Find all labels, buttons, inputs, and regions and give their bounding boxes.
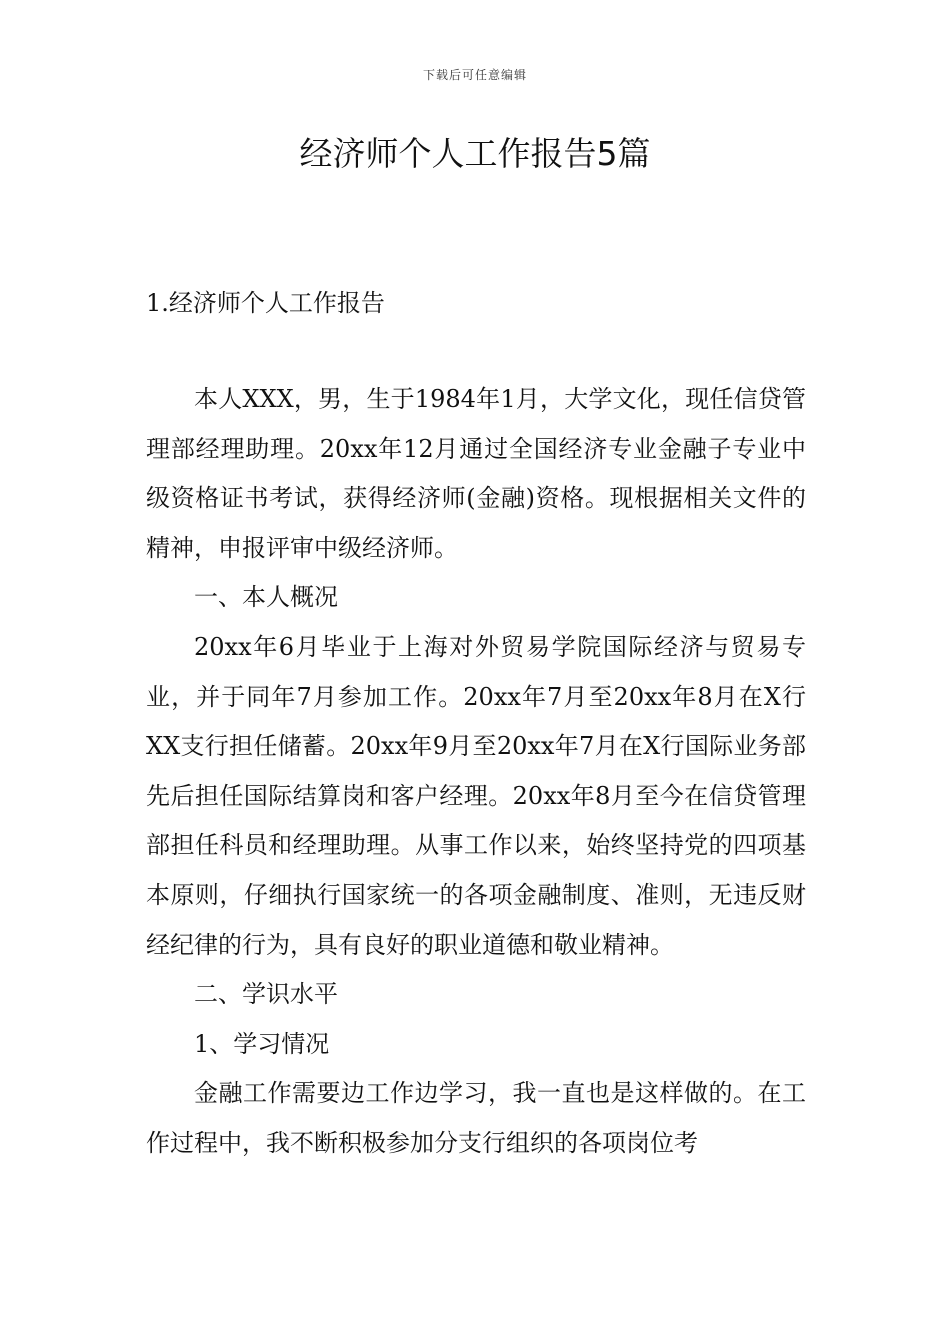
paragraph-overview: 20xx年6月毕业于上海对外贸易学院国际经济与贸易专业，并于同年7月参加工作。20xx年7月至20xx年8月在X行XX支行担任储蓄。20xx年9月至20xx年7月在X行国际业务部先后担任国际结算岗和客户经理。20xx年8月至今在信贷管理部担任科员和经理助理。从事工作以来，始终坚持党的四项基本原则，仔细执行国家统一的各项金融制度、准则，无违反财经纪律的行为，具有良好的职业道德和敬业精神。 (146, 632, 806, 959)
section-title: 1.经济师个人工作报告 (146, 289, 385, 317)
document-title: 经济师个人工作报告5篇 (299, 134, 651, 173)
document-body (146, 375, 806, 1169)
heading-academic-level: 二、学识水平 (194, 980, 338, 1009)
paragraph-intro: 本人XXX，男，生于1984年1月，大学文化，现任信贷管理部经理助理。20xx年12月通过全国经济专业金融子专业中级资格证书考试，获得经济师(金融)资格。现根据相关文件的精神，申报评审中级经济师。 (146, 385, 806, 562)
paragraph-study: 金融工作需要边工作边学习，我一直也是这样做的。在工作过程中，我不断积极参加分支行组织的各项岗位考 (146, 1079, 806, 1157)
heading-personal-overview: 一、本人概况 (194, 583, 338, 612)
header-note: 下载后可任意编辑 (422, 68, 527, 82)
heading-study-situation: 1、学习情况 (194, 1029, 330, 1058)
